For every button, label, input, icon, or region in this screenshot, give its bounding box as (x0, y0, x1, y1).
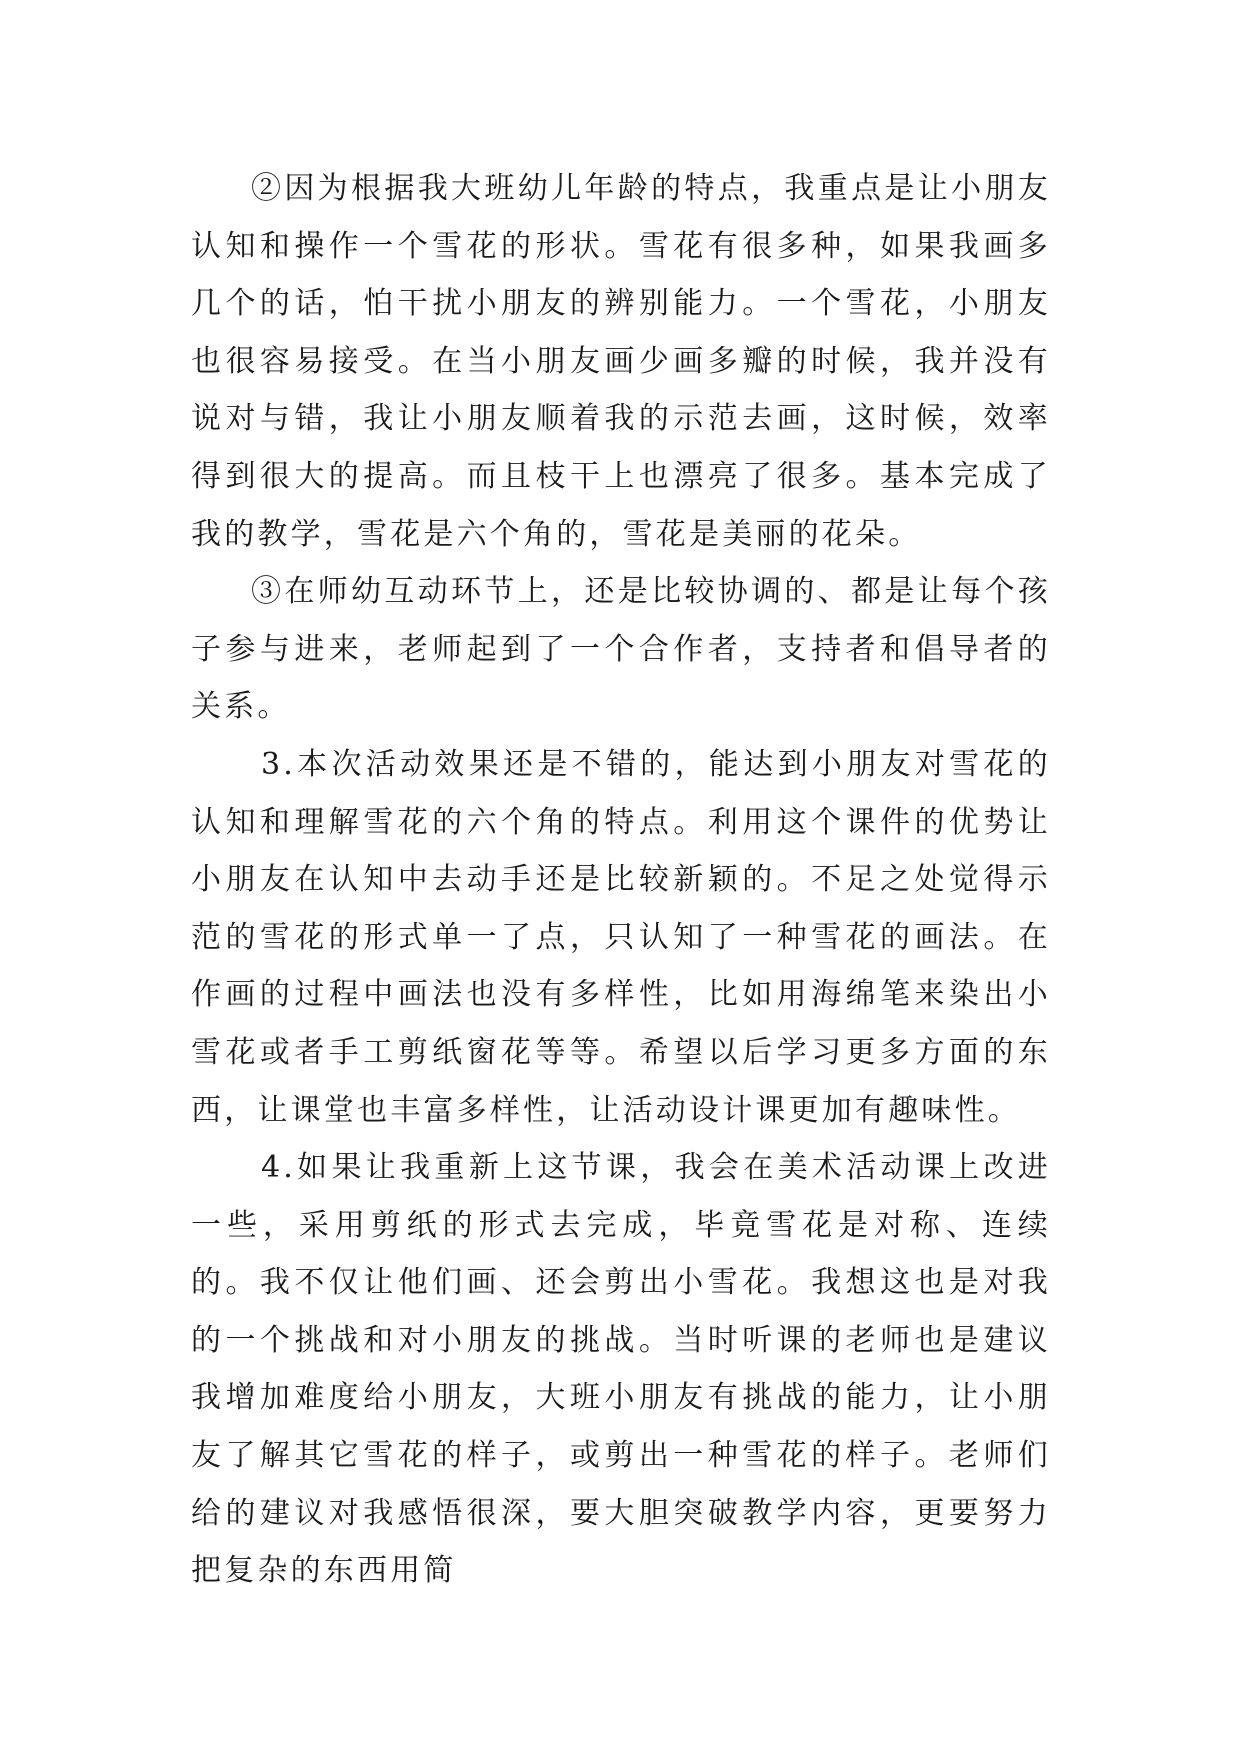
paragraph-2-circled: ②因为根据我大班幼儿年龄的特点，我重点是让小朋友认知和操作一个雪花的形状。雪花有很多种，如果我画多几个的话，怕干扰小朋友的辨别能力。一个雪花，小朋友也很容易接受。在当小朋友画少画多瓣的时候，我并没有说对与错，我让小朋友顺着我的示范去画，这时候，效率得到很大的提高。而且枝干上也漂亮了很多。基本完成了我的教学，雪花是六个角的，雪花是美丽的花朵。 (191, 171, 1051, 552)
paragraph-3-circled: ③在师幼互动环节上，还是比较协调的、都是让每个孩子参与进来，老师起到了一个合作者，支持者和倡导者的关系。 (191, 574, 1051, 725)
body-text (191, 160, 1051, 1600)
paragraph-item-4: 4.如果让我重新上这节课，我会在美术活动课上改进一些，采用剪纸的形式去完成，毕竟雪花是对称、连续的。我不仅让他们画、还会剪出小雪花。我想这也是对我的一个挑战和对小朋友的挑战。当时听课的老师也是建议我增加难度给小朋友，大班小朋友有挑战的能力，让小朋友了解其它雪花的样子，或剪出一种雪花的样子。老师们给的建议对我感悟很深，要大胆突破教学内容，更要努力把复杂的东西用简 (191, 1150, 1051, 1589)
paragraph-item-3: 3.本次活动效果还是不错的，能达到小朋友对雪花的认知和理解雪花的六个角的特点。利用这个课件的优势让小朋友在认知中去动手还是比较新颖的。不足之处觉得示范的雪花的形式单一了点，只认知了一种雪花的画法。在作画的过程中画法也没有多样性，比如用海绵笔来染出小雪花或者手工剪纸窗花等等。希望以后学习更多方面的东西，让课堂也丰富多样性，让活动设计课更加有趣味性。 (191, 746, 1051, 1128)
